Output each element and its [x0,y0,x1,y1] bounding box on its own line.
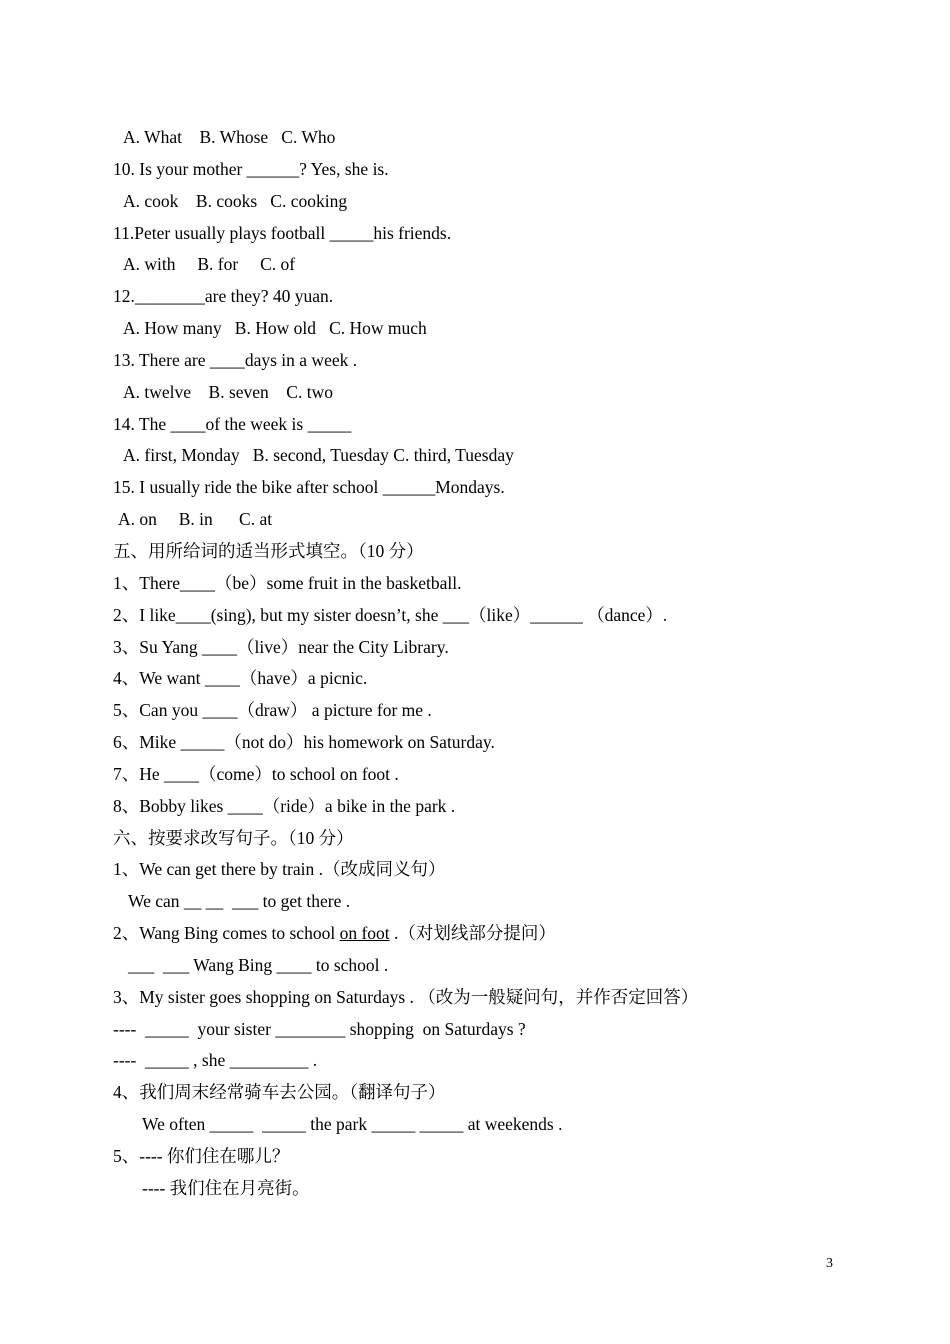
section5-item-6: 6、Mike _____（not do）his homework on Saturday. [113,732,495,753]
section5-item-1: 1、There____（be）some fruit in the basketball. [113,572,462,593]
underlined-phrase: on foot [339,923,390,944]
section6-q5: 5、---- 你们住在哪儿？ [113,1146,290,1166]
q13-options: A. twelve B. seven C. two [123,381,333,402]
q11-options: A. with B. for C. of [123,254,296,275]
section6-a2: ___ ___ Wang Bing ____ to school . [128,954,389,975]
section6-a4: We often _____ _____ the park _____ _____ at weekends . [142,1114,563,1135]
q15-question: 15. I usually ride the bike after school ______Mondays. [113,477,505,498]
section5-item-4: 4、We want ____（have）a picnic. [113,668,368,689]
q15-options: A. on B. in C. at [118,509,273,530]
section5-item-3: 3、Su Yang ____（live）near the City Library. [113,636,449,657]
section6-q2-after: .（对划线部分提问） [389,923,556,944]
section6-a3-line2: ---- _____ , she _________ . [113,1050,318,1071]
worksheet-content [113,122,873,1205]
section5-heading: 五、用所给词的适当形式填空。（10 分） [113,540,424,561]
q14-question: 14. The ____of the week is _____ [113,413,352,434]
q10-question: 10. Is your mother ______? Yes, she is. [113,158,389,179]
section6-q2 [113,918,873,950]
section6-q4: 4、我们周末经常骑车去公园。（翻译句子） [113,1082,446,1103]
q13-question: 13. There are ____days in a week . [113,349,358,370]
section5-item-7: 7、He ____（come）to school on foot . [113,763,399,784]
q9-options: A. What B. Whose C. Who [123,127,336,147]
section6-a1: We can __ __ ___ to get there . [128,891,351,912]
section6-q2-before: 2、Wang Bing comes to school [113,923,340,944]
section6-heading: 六、按要求改写句子。（10 分） [113,827,354,848]
section5-item-2: 2、I like____(sing), but my sister doesn’t, she ___（like）______ （dance）. [113,604,668,625]
q12-question: 12.________are they? 40 yuan. [113,286,334,307]
q11-question: 11.Peter usually plays football _____his friends. [113,222,452,243]
section6-q1: 1、We can get there by train .（改成同义句） [113,859,446,880]
section5-item-5: 5、Can you ____（draw） a picture for me . [113,700,432,721]
q14-options: A. first, Monday B. second, Tuesday C. third, Tuesday [123,445,514,466]
section6-a5: ---- 我们住在月亮街。 [142,1177,310,1198]
page-number: 3 [826,1256,833,1271]
q10-options: A. cook B. cooks C. cooking [123,190,348,211]
q12-options: A. How many B. How old C. How much [123,318,427,339]
section6-a3-line1: ---- _____ your sister ________ shopping on Saturdays ? [113,1018,526,1039]
section6-q3: 3、My sister goes shopping on Saturdays . （改为一般疑问句，并作否定回答） [113,986,699,1007]
section5-item-8: 8、Bobby likes ____（ride）a bike in the park . [113,795,456,816]
